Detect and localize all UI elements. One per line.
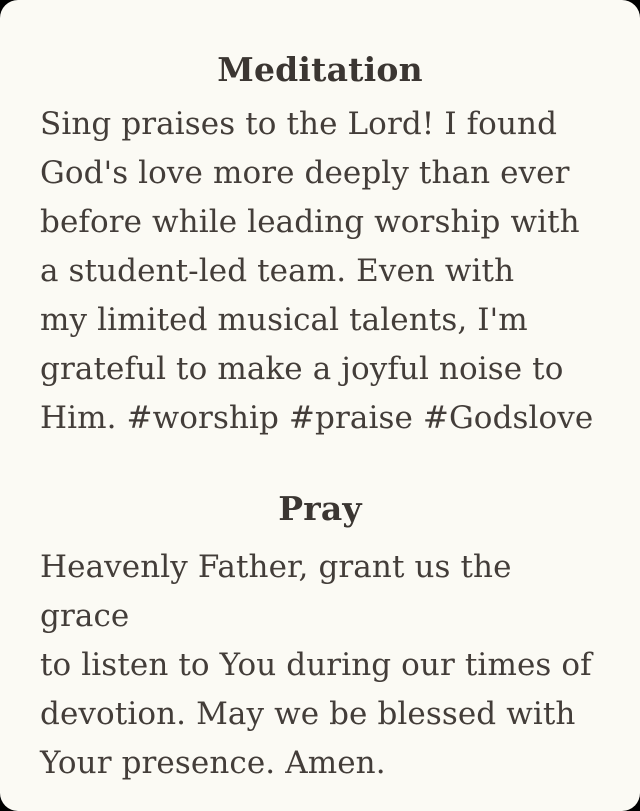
pray-heading: Pray [278,489,362,528]
meditation-line: God's love more deeply than ever [40,155,570,191]
meditation-line: Him. #worship #praise #Godslove [40,400,594,436]
meditation-line: grateful to make a joyful noise to [40,351,564,387]
meditation-line: Sing praises to the Lord! I found [40,106,558,142]
pray-line: to listen to You during our times of [40,647,592,683]
pray-text [40,543,600,788]
meditation-heading: Meditation [217,50,423,89]
meditation-line: before while leading worship with [40,204,580,240]
meditation-line: a student-led team. Even with [40,253,515,289]
meditation-text [40,100,600,443]
pray-line: devotion. May we be blessed with [40,696,576,732]
meditation-line: my limited musical talents, I'm [40,302,528,338]
pray-line: Your presence. Amen. [40,745,386,781]
pray-line: Heavenly Father, grant us the grace [40,549,512,634]
